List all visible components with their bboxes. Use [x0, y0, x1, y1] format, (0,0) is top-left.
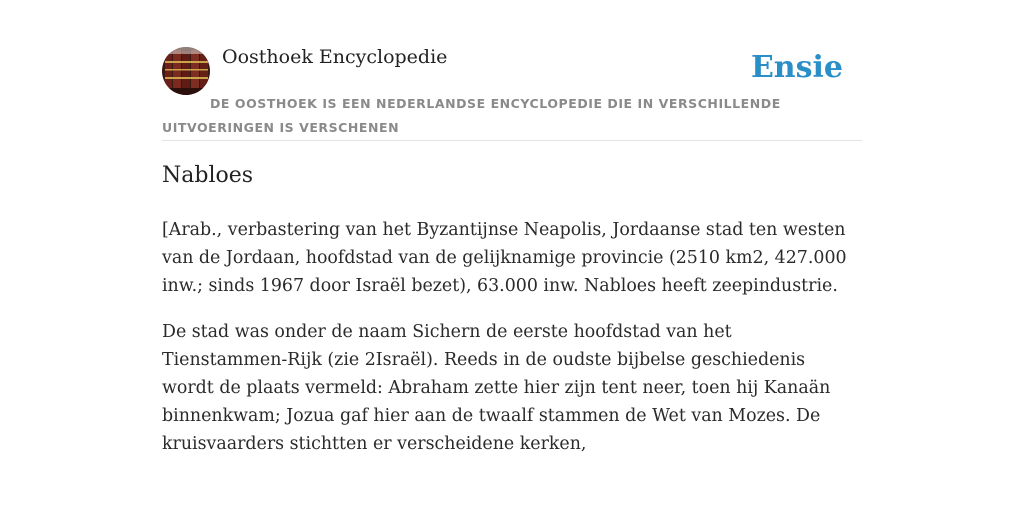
ensie-logo[interactable]: Ensie: [750, 50, 843, 85]
article-title: Nabloes: [162, 163, 254, 188]
site-header: [162, 46, 862, 141]
article-paragraph-2: De stad was onder de naam Sichern de eerste hoofdstad van het Tienstammen-Rijk (zie 2Israël). Reeds in de oudste bijbelse geschiedenis wordt de plaats vermeld: Abraham zette hier zijn tent neer, toen hij Kanaän binnenkwam; Jozua gaf hier aan de twaalf stammen de Wet van Mozes. De kruisvaarders stichtten er verscheidene kerken,: [162, 322, 831, 454]
book-spines-icon[interactable]: [162, 47, 210, 95]
article-paragraph-1: [Arab., verbastering van het Byzantijnse Neapolis, Jordaanse stad ten westen van de Jordaan, hoofdstad van de gelijknamige provincie (2510 km2, 427.000 inw.; sinds 1967 door Israël bezet), 63.000 inw. Nabloes heeft zeepindustrie.: [162, 220, 847, 296]
site-title[interactable]: Oosthoek Encyclopedie: [222, 46, 448, 68]
site-tagline: DE OOSTHOEK IS EEN NEDERLANDSE ENCYCLOPEDIE DIE IN VERSCHILLENDE UITVOERINGEN IS VERSCHENEN: [162, 96, 781, 135]
